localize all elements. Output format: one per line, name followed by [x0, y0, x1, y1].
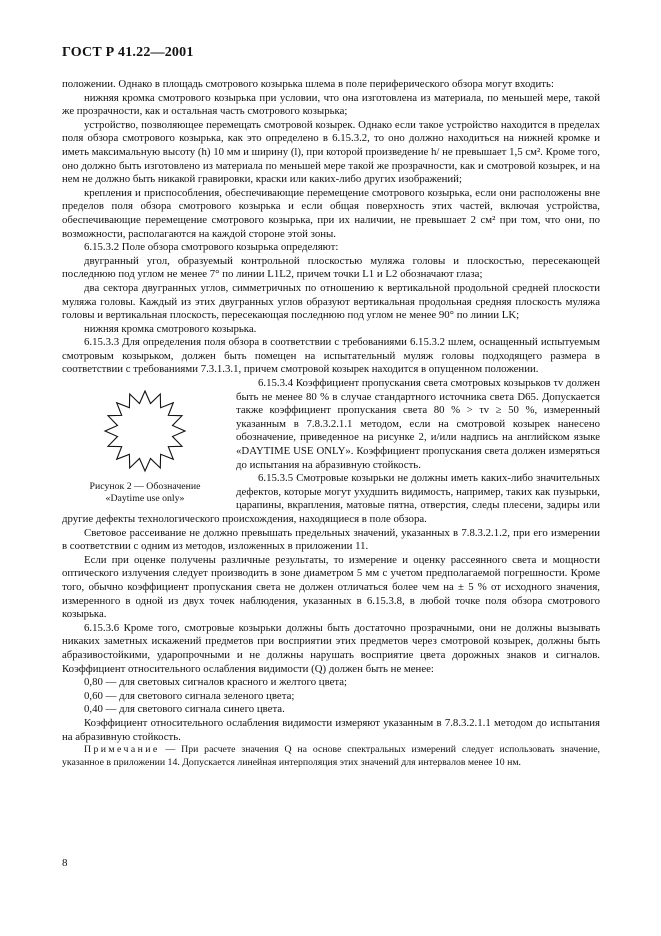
paragraph: крепления и приспособления, обеспечивающие перемещение смотрового козырька, если они расположены вне пределов поля обзора смотрового козырька и если общая поверхность этих частей, включая устройства, обеспечивающие перемещение смотрового козырька, при их наличии, не превышает 2 см² при том, что они, по возможности, располагаются на каждой стороне этой зоны.	[62, 186, 600, 240]
paragraph: 6.15.3.3 Для определения поля обзора в соответствии с требованиями 6.15.3.2 шлем, оснащенный испытуемым смотровым козырьком, должен быть помещен на испытательный муляж головы подходящего размера в соответствии с требованиями 7.3.1.3.1, причем смотровой козырек находится в опущенном положении.	[62, 336, 600, 376]
paragraph: нижняя кромка смотрового козырька при условии, что она изготовлена из материала, по меньшей мере, такой же прозрачности, как и остальная часть смотрового козырька;	[62, 91, 600, 118]
paragraph: положении. Однако в площадь смотрового козырька шлема в поле периферического обзора могут входить:	[62, 78, 554, 90]
sun-icon	[97, 383, 193, 479]
paragraph: 6.15.3.6 Кроме того, смотровые козырьки должны быть достаточно прозрачными, они не должны вызывать никаких заметных искажений предметов при восприятии этих предметов через смотровой козырек, должны быть абразивостойкими, ударопрочными и не должны нарушать восприятие цвета дорожных знаков и сигналов. Коэффициент относительного ослабления видимости (Q) должен быть не менее:	[62, 621, 600, 675]
section-heading: 6.15.3.2 Поле обзора смотрового козырька определяют:	[84, 241, 339, 254]
paragraph: устройство, позволяющее перемещать смотровой козырек. Однако если такое устройство находится в пределах поля обзора смотрового козырька, как это определено в 6.15.3.2, то оно должно находиться на нижней кромке и иметь максимальную высоту (h) 10 мм и ширину (l), при которой произведение h/ не превышает 1,5 см². Кроме того, оно должно быть изготовлено из материала по меньшей мере такой же прозрачности, как и смотровой козырек, и на нем не должно быть никакой гравировки, краски или каких-либо других изображений;	[62, 118, 600, 186]
paragraph: нижняя кромка смотрового козырька.	[84, 322, 257, 335]
list-item: 0,40 — для светового сигнала синего цвета.	[84, 703, 285, 716]
paragraph: Если при оценке получены различные результаты, то измерение и оценку рассеянного света и мощности оптического излучения следует производить в зоне диаметром 5 мм с учетом предполагаемой погрешности. Кроме того, обычно коэффициент пропускания света не должен отличаться более чем на ± 5 % от исходного значения, измеренного в одной из двух точек наблюдения, указанных в 6.15.3.8, в любой точке поля обзора смотрового козырька.	[62, 553, 600, 621]
note-text: — При расчете значения Q на основе спектральных измерений следует использовать значение, указанное в приложении 14. Допускается линейная интерполяция этих значений для интервалов менее 10 нм.	[62, 744, 600, 768]
document-header: ГОСТ Р 41.22—2001	[62, 45, 194, 60]
document-body	[62, 78, 600, 769]
note	[62, 744, 600, 769]
paragraph: два сектора двугранных углов, симметричных по отношению к вертикальной продольной средней плоскости муляжа головы. Каждый из этих двугранных углов образуют вертикальная продольная средняя плоскость муляжа головы и вертикальная плоскость, пересекающая последнюю под углом не менее 90° по линии LK;	[62, 281, 600, 322]
paragraph: Коэффициент относительного ослабления видимости измеряют указанным в 7.8.3.2.1.1 методом до испытания на абразивную стойкость.	[62, 716, 600, 743]
list-item: 0,80 — для световых сигналов красного и желтого цвета;	[84, 676, 348, 689]
note-label: Примечание	[84, 744, 160, 756]
paragraph: Световое рассеивание не должно превышать предельных значений, указанных в 7.8.3.2.1.2, при его измерении в соответствии с одним из методов, изложенных в приложении 11.	[62, 526, 600, 553]
figure-2	[62, 379, 228, 504]
list-item: 0,60 — для светового сигнала зеленого цвета;	[84, 689, 295, 702]
paragraph: 6.15.3.5 Смотровые козырьки не должны иметь каких-либо значительных дефектов, которые могут ухудшить видимость, например, таких как пузырьки, царапины, вкрапления, матовые пятна, отверстия, следы плесени, задиры или другие дефекты технологического происхождения, находящиеся в поле обзора.	[62, 472, 600, 525]
figure-caption: Рисунок 2 — Обозначение «Daytime use only»	[89, 481, 201, 504]
paragraph: двугранный угол, образуемый контрольной плоскостью муляжа головы и плоскостью, пересекающей последнюю под углом не менее 7° по линии L1L2, причем точки L1 и L2 обозначают глаза;	[62, 254, 600, 281]
page-number: 8	[62, 857, 68, 869]
paragraph: 6.15.3.4 Коэффициент пропускания света смотровых козырьков τv должен быть не менее 80 % в случае стандартного источника света D65. Допускается также коэффициент пропускания света 80 % > τv ≥ 50 %, измеренный указанным в 7.8.3.2.1.1 методом, если на смотровой козырек нанесено обозначение, приведенное на рисунке 2, и/или надпись на английском языке «DAYTIME USE ONLY». Коэффициент пропускания света должен измеряться до испытания на абразивную стойкость.	[236, 377, 600, 471]
